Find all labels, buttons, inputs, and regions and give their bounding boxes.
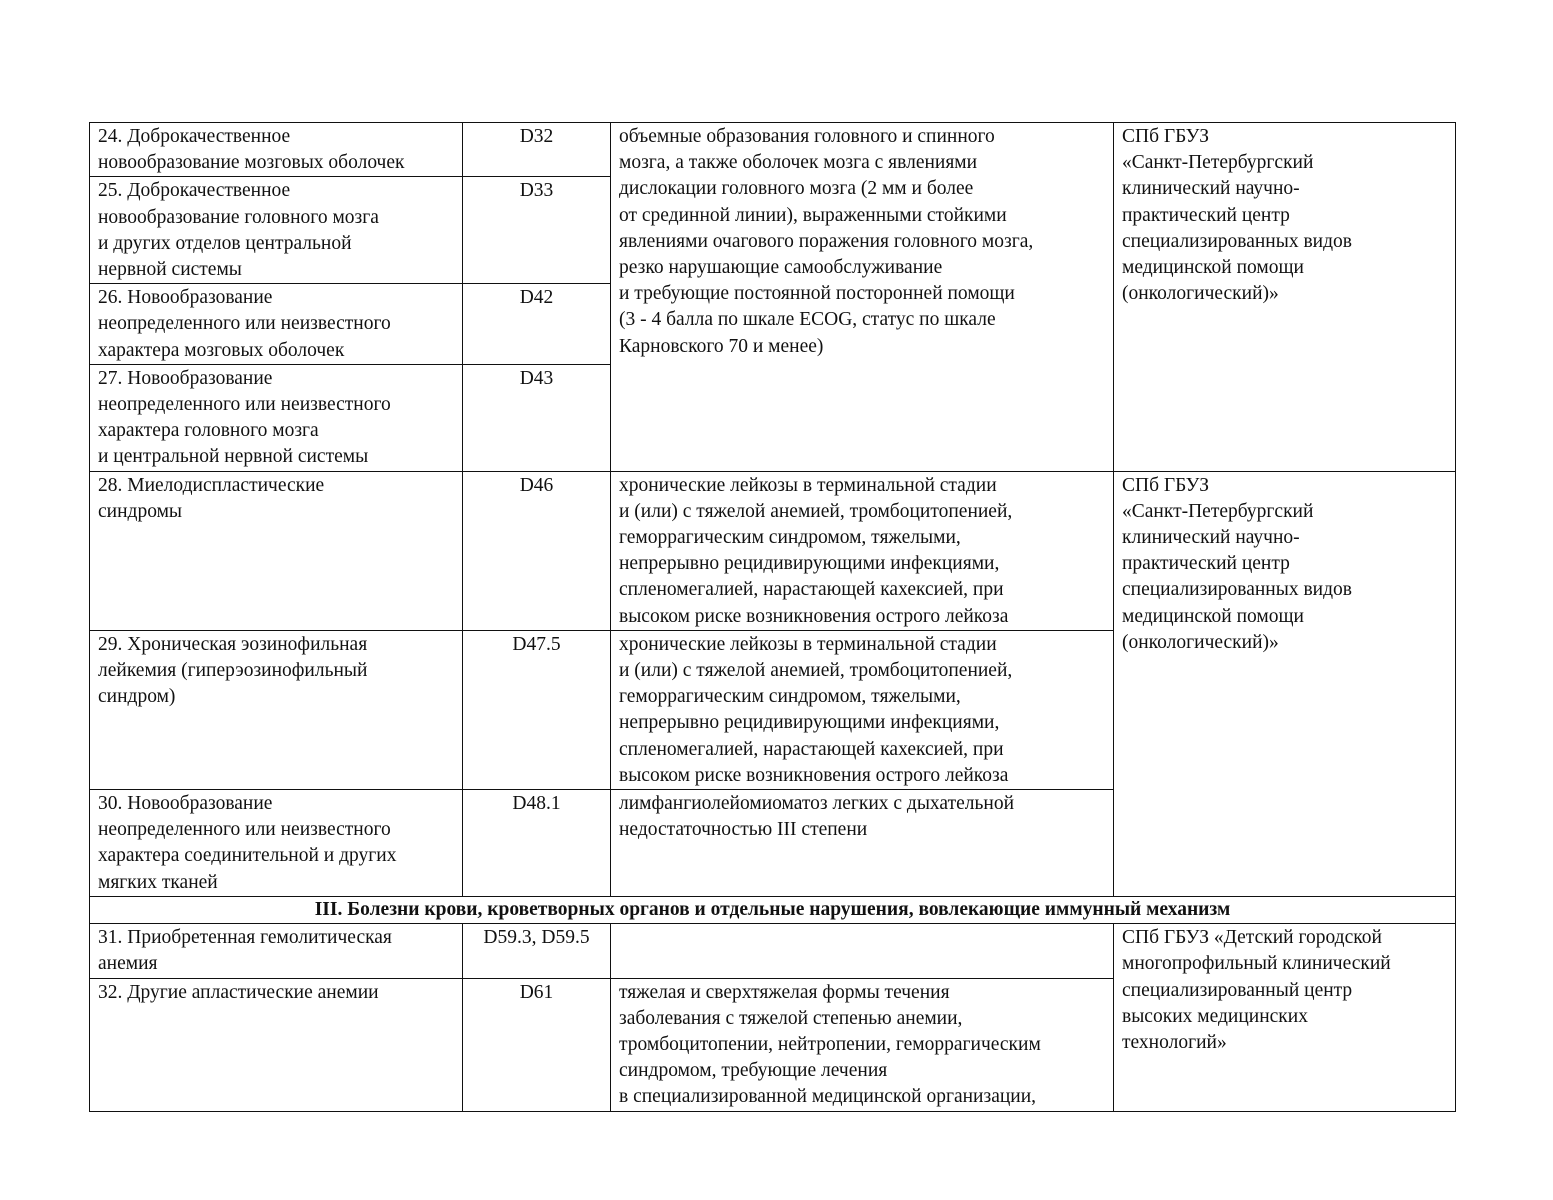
disease-name-32: 32. Другие апластические анемии [90, 978, 463, 1111]
condition-29: хронические лейкозы в терминальной стадии и (или) с тяжелой анемией, тромбоцитопенией, геморрагическим синдромом, тяжелыми, непрерывно рецидивирующими инфекциями, спленомегалией, нарастающей кахексией, при высоком риске возникновения острого лейкоза [611, 630, 1114, 789]
disease-name-26: 26. Новообразование неопределенного или неизвестного характера мозговых оболочек [90, 284, 463, 365]
icd-code-32: D61 [463, 978, 611, 1111]
icd-code-31: D59.3, D59.5 [463, 924, 611, 978]
icd-code-29: D47.5 [463, 630, 611, 789]
section-heading: III. Болезни крови, кроветворных органов и отдельные нарушения, вовлекающие иммунный механизм [90, 896, 1456, 923]
icd-code-25: D33 [463, 177, 611, 284]
icd-code-27: D43 [463, 364, 611, 471]
condition-28: хронические лейкозы в терминальной стадии и (или) с тяжелой анемией, тромбоцитопенией, геморрагическим синдромом, тяжелыми, непрерывно рецидивирующими инфекциями, спленомегалией, нарастающей кахексией, при высоком риске возникновения острого лейкоза [611, 471, 1114, 630]
table-row [90, 123, 1456, 177]
disease-name-31: 31. Приобретенная гемолитическая анемия [90, 924, 463, 978]
condition-group-1: объемные образования головного и спинного мозга, а также оболочек мозга с явлениями дислокации головного мозга (2 мм и более от срединной линии), выраженными стойкими явлениями очагового поражения головного мозга, резко нарушающие самообслуживание и требующие постоянной посторонней помощи (3 - 4 балла по шкале ECOG, статус по шкале Карновского 70 и менее) [611, 123, 1114, 472]
institution-group-1: СПб ГБУЗ «Санкт-Петербургский клинический научно- практический центр специализированных видов медицинской помощи (онкологический)» [1114, 123, 1456, 472]
disease-name-29: 29. Хроническая эозинофильная лейкемия (гиперэозинофильный синдром) [90, 630, 463, 789]
institution-group-3: СПб ГБУЗ «Детский городской многопрофильный клинический специализированный центр высоких медицинских технологий» [1114, 924, 1456, 1111]
institution-group-2: СПб ГБУЗ «Санкт-Петербургский клинический научно- практический центр специализированных видов медицинской помощи (онкологический)» [1114, 471, 1456, 896]
disease-name-27: 27. Новообразование неопределенного или неизвестного характера головного мозга и центральной нервной системы [90, 364, 463, 471]
table-row [90, 471, 1456, 630]
disease-name-25: 25. Доброкачественное новообразование головного мозга и других отделов центральной нервной системы [90, 177, 463, 284]
disease-name-30: 30. Новообразование неопределенного или неизвестного характера соединительной и других мягких тканей [90, 790, 463, 897]
table-row [90, 924, 1456, 978]
icd-code-30: D48.1 [463, 790, 611, 897]
condition-30: лимфангиолейомиоматоз легких с дыхательной недостаточностью III степени [611, 790, 1114, 897]
icd-code-24: D32 [463, 123, 611, 177]
document-table [89, 122, 1456, 1112]
disease-name-24: 24. Доброкачественное новообразование мозговых оболочек [90, 123, 463, 177]
disease-name-28: 28. Миелодиспластические синдромы [90, 471, 463, 630]
icd-code-28: D46 [463, 471, 611, 630]
section-row [90, 896, 1456, 923]
condition-32: тяжелая и сверхтяжелая формы течения заболевания с тяжелой степенью анемии, тромбоцитопении, нейтропении, геморрагическим синдромом, требующие лечения в специализированной медицинской организации, [611, 978, 1114, 1111]
condition-31 [611, 924, 1114, 978]
icd-code-26: D42 [463, 284, 611, 365]
